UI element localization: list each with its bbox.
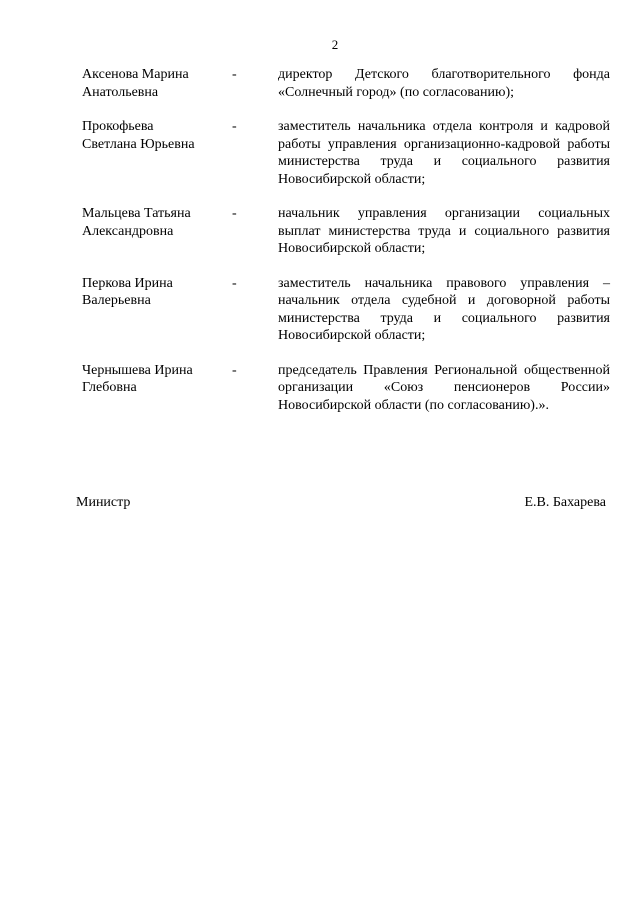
member-position: заместитель начальника отдела контроля и кадровой работы управления организационно-кадровой работы министерства труда и социального развития Новосибирской области; (278, 119, 610, 187)
member-position: начальник управления организации социальных выплат министерства труда и социального развития Новосибирской области; (278, 206, 610, 256)
page-number: 2 (331, 37, 339, 52)
member-name: Аксенова Марина Анатольевна (82, 67, 189, 100)
list-item (82, 362, 610, 415)
member-name: Чернышева Ирина Глебовна (82, 362, 193, 395)
list-item (82, 205, 610, 258)
member-dash: - (232, 67, 237, 82)
member-position: председатель Правления Региональной общественной организации «Союз пенсионеров России» Новосибирской области (по согласованию).». (278, 362, 610, 413)
member-name: Перкова Ирина Валерьевна (82, 275, 173, 308)
member-name: Прокофьева Светлана Юрьевна (82, 119, 195, 152)
member-position: заместитель начальника правового управления – начальник отдела судебной и договорной работы министерства труда и социального развития Новосибирской области; (278, 275, 610, 343)
member-dash: - (232, 119, 237, 134)
list-item (82, 66, 610, 101)
signature-title: Министр (76, 495, 131, 510)
list-item (82, 275, 610, 345)
member-position: директор Детского благотворительного фонда «Солнечный город» (по согласованию); (278, 67, 610, 100)
signature-name: Е.В. Бахарева (524, 495, 606, 510)
member-name: Мальцева Татьяна Александровна (82, 206, 191, 239)
list-item (82, 118, 610, 188)
member-dash: - (232, 362, 237, 378)
member-dash: - (232, 206, 237, 221)
member-dash: - (232, 275, 237, 291)
member-list (82, 66, 610, 431)
signature-block (76, 494, 606, 512)
